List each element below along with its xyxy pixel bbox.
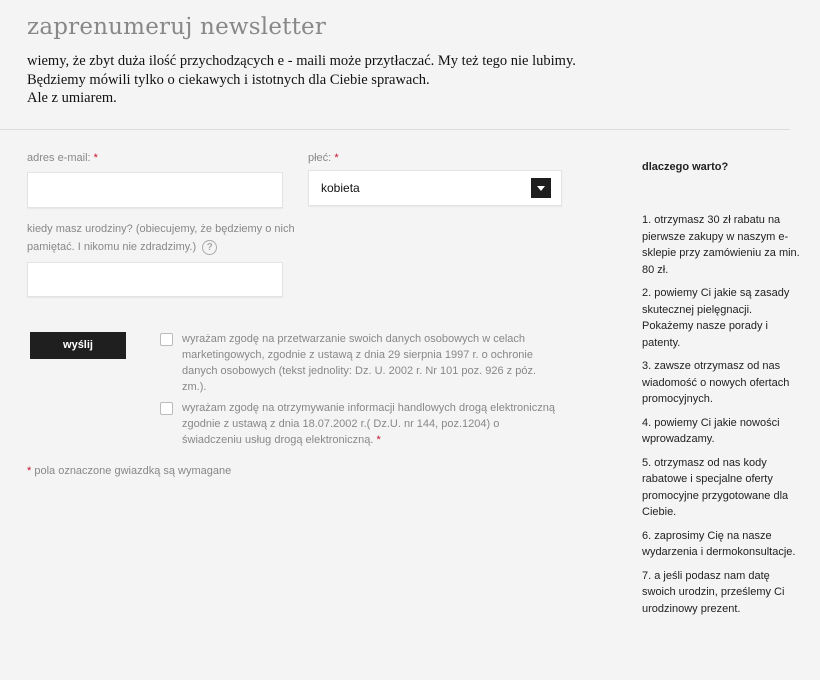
benefits-list — [642, 212, 802, 624]
gender-select[interactable] — [308, 170, 562, 206]
consent-electronic-checkbox[interactable] — [160, 402, 173, 415]
submit-button[interactable]: wyślij — [30, 332, 126, 359]
required-mark: * — [334, 152, 339, 164]
birthday-field-wrapper — [27, 262, 283, 297]
email-label-text: adres e-mail: — [27, 152, 91, 164]
consent-electronic-text — [182, 400, 562, 448]
benefit-item: 5. otrzymasz od nas kody rabatowe i specjalne oferty promocyjne przygotowane dla Ciebie. — [642, 456, 789, 518]
consent-marketing-checkbox[interactable] — [160, 333, 173, 346]
section-divider — [0, 129, 790, 130]
sidebar-title: dlaczego warto? — [642, 161, 729, 173]
gender-label-text: płeć: — [308, 152, 332, 164]
gender-select-value: kobieta — [321, 181, 360, 195]
email-field[interactable] — [28, 173, 282, 207]
required-note-text: pola oznaczone gwiazdką są wymagane — [34, 465, 232, 477]
benefit-item: 6. zaprosimy Cię na nasze wydarzenia i dermokonsultacje. — [642, 529, 796, 558]
required-note — [27, 465, 231, 477]
gender-label — [308, 150, 339, 166]
required-mark: * — [27, 465, 32, 477]
benefit-item: 1. otrzymasz 30 zł rabatu na pierwsze zakupy w naszym e-sklepie przy zamówieniu za min. 80 zł. — [642, 214, 800, 276]
email-field-wrapper — [27, 172, 283, 208]
intro-line: Będziemy mówili tylko o ciekawych i istotnych dla Ciebie sprawach. — [27, 71, 430, 88]
benefit-item: 2. powiemy Ci jakie są zasady skutecznej pielęgnacji. Pokażemy nasze porady i patenty. — [642, 287, 790, 349]
intro-line: wiemy, że zbyt duża ilość przychodzących e - maili może przytłaczać. My też tego nie lubimy. — [27, 53, 576, 69]
page-title: zaprenumeruj newsletter — [27, 14, 327, 40]
help-icon[interactable]: ? — [202, 240, 217, 255]
benefit-item: 4. powiemy Ci jakie nowości wprowadzamy. — [642, 416, 780, 445]
benefit-item: 7. a jeśli podasz nam datę swoich urodzin, prześlemy Ci urodzinowy prezent. — [642, 569, 785, 615]
intro-line: Ale z umiarem. — [27, 90, 117, 106]
birthday-label-text: pamiętać. I nikomu nie zdradzimy.) — [27, 241, 197, 253]
consent-electronic-label: wyrażam zgodę na otrzymywanie informacji handlowych drogą elektroniczną zgodnie z ustawą z dnia 18.07.2002 r.( Dz.U. nr 144, poz.1204) o świadczeniu usług drogą elektroniczną. — [182, 402, 555, 446]
benefit-item: 3. zawsze otrzymasz od nas wiadomość o nowych ofertach promocyjnych. — [642, 360, 790, 405]
birthday-label-line — [27, 238, 317, 256]
consent-electronic — [160, 400, 560, 450]
email-label — [27, 150, 98, 166]
birthday-label — [27, 220, 317, 256]
birthday-label-line: kiedy masz urodziny? (obiecujemy, że będziemy o nich — [27, 223, 295, 235]
intro-text — [27, 52, 667, 108]
consent-marketing-text: wyrażam zgodę na przetwarzanie swoich danych osobowych w celach marketingowych, zgodnie z ustawą z dnia 29 sierpnia 1997 r. o ochronie danych osobowych (tekst jednolity: Dz. U. 2002 r. Nr 101 poz. 926 z póz. zm.). — [182, 333, 537, 393]
required-mark: * — [376, 434, 381, 446]
chevron-down-icon — [531, 178, 551, 198]
required-mark: * — [93, 152, 98, 164]
birthday-field[interactable] — [28, 263, 282, 296]
consent-marketing — [160, 331, 560, 395]
